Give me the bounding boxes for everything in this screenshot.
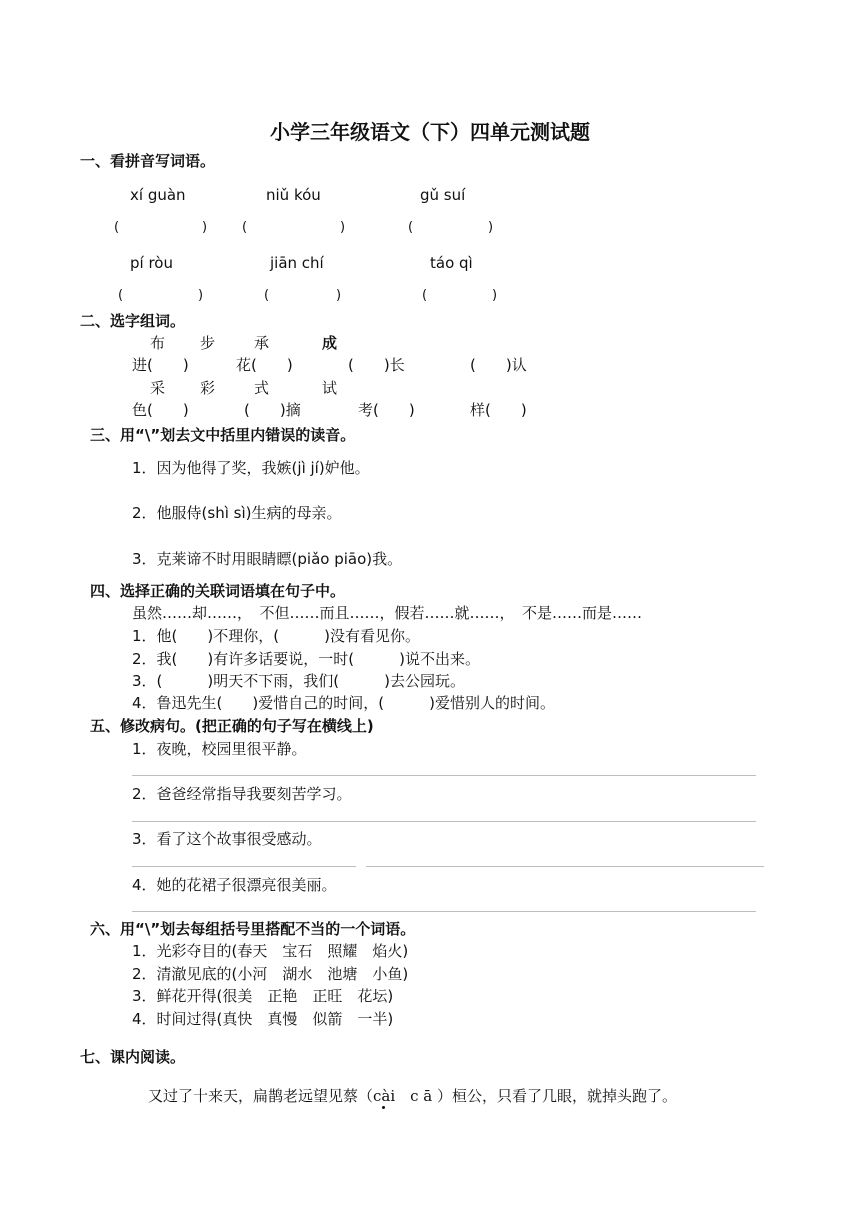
choice-char: 试 xyxy=(322,379,338,397)
list-item: 1．因为他得了奖，我嫉(jì jí)妒他。 xyxy=(132,459,370,477)
answer-paren-open: ( xyxy=(264,288,270,303)
list-item: 4．鲁迅先生( )爱惜自己的时间，( )爱惜别人的时间。 xyxy=(132,694,555,712)
answer-paren-close: ) xyxy=(488,220,494,235)
word-blank: 考( ) xyxy=(358,401,415,419)
answer-paren-open: ( xyxy=(242,220,248,235)
list-item: 2．爸爸经常指导我要刻苦学习。 xyxy=(132,785,352,803)
page-title: 小学三年级语文（下）四单元测试题 xyxy=(270,120,590,144)
emphasis-dot xyxy=(382,1106,385,1109)
pinyin-4: pí ròu xyxy=(130,254,173,272)
word-blank: ( )认 xyxy=(470,356,527,374)
answer-paren-open: ( xyxy=(118,288,124,303)
answer-paren-close: ) xyxy=(336,288,342,303)
answer-paren-close: ) xyxy=(202,220,208,235)
list-item: 4．时间过得(真快 真慢 似箭 一半) xyxy=(132,1010,394,1028)
list-item: 1．他( )不理你，( )没有看见你。 xyxy=(132,627,420,645)
answer-paren-close: ) xyxy=(492,288,498,303)
choice-char: 彩 xyxy=(200,379,216,397)
pinyin-6: táo qì xyxy=(430,254,473,272)
answer-line xyxy=(132,775,756,776)
choice-char: 布 xyxy=(150,334,166,352)
choice-char: 步 xyxy=(200,334,216,352)
reading-passage: 又过了十来天，扁鹊老远望见蔡（cài c ā ）桓公，只看了几眼，就掉头跑了。 xyxy=(148,1087,678,1105)
list-item: 3．看了这个故事很受感动。 xyxy=(132,830,322,848)
answer-paren-open: ( xyxy=(408,220,414,235)
answer-line xyxy=(132,821,756,822)
word-blank: 色( ) xyxy=(132,401,189,419)
list-item: 1．光彩夺目的(春天 宝石 照耀 焰火) xyxy=(132,942,409,960)
choice-char: 式 xyxy=(254,379,270,397)
list-item: 2．清澈见底的(小河 湖水 池塘 小鱼) xyxy=(132,965,409,983)
pinyin-3: gǔ suí xyxy=(420,186,466,204)
section1-heading: 一、看拼音写词语。 xyxy=(80,152,216,170)
list-item: 3．( )明天不下雨，我们( )去公园玩。 xyxy=(132,672,465,690)
pinyin-5: jiān chí xyxy=(270,254,324,272)
pinyin-2: niǔ kóu xyxy=(266,186,321,204)
word-blank: ( )长 xyxy=(348,356,405,374)
word-blank: 花( ) xyxy=(236,356,293,374)
word-blank: ( )摘 xyxy=(244,401,301,419)
pinyin-1: xí guàn xyxy=(130,186,186,204)
list-item: 3．克莱谛不时用眼睛瞟(piǎo piāo)我。 xyxy=(132,550,403,568)
list-item: 3．鲜花开得(很美 正艳 正旺 花坛) xyxy=(132,987,394,1005)
answer-paren-open: ( xyxy=(422,288,428,303)
list-item: 2．我( )有许多话要说，一时( )说不出来。 xyxy=(132,650,480,668)
word-blank: 进( ) xyxy=(132,356,189,374)
section7-heading: 七、课内阅读。 xyxy=(80,1048,186,1066)
list-item: 2．他服侍(shì sì)生病的母亲。 xyxy=(132,504,342,522)
answer-line xyxy=(132,911,756,912)
list-item: 1．夜晚，校园里很平静。 xyxy=(132,740,307,758)
answer-paren-open: ( xyxy=(114,220,120,235)
section3-heading: 三、用“\”划去文中括里内错误的读音。 xyxy=(90,426,356,444)
section4-heading: 四、选择正确的关联词语填在句子中。 xyxy=(90,582,346,600)
list-item: 4．她的花裙子很漂亮很美丽。 xyxy=(132,876,337,894)
conjunction-options: 虽然……却……， 不但……而且……，假若……就……， 不是……而是…… xyxy=(132,604,643,622)
choice-char: 采 xyxy=(150,379,166,397)
answer-paren-close: ) xyxy=(198,288,204,303)
choice-char: 承 xyxy=(254,334,270,352)
choice-char: 成 xyxy=(322,334,338,352)
section5-heading: 五、修改病句。(把正确的句子写在横线上) xyxy=(90,717,374,735)
word-blank: 样( ) xyxy=(470,401,527,419)
answer-line xyxy=(132,866,356,867)
answer-paren-close: ) xyxy=(340,220,346,235)
answer-line xyxy=(366,866,764,867)
section6-heading: 六、用“\”划去每组括号里搭配不当的一个词语。 xyxy=(90,920,416,938)
section2-heading: 二、选字组词。 xyxy=(80,312,186,330)
